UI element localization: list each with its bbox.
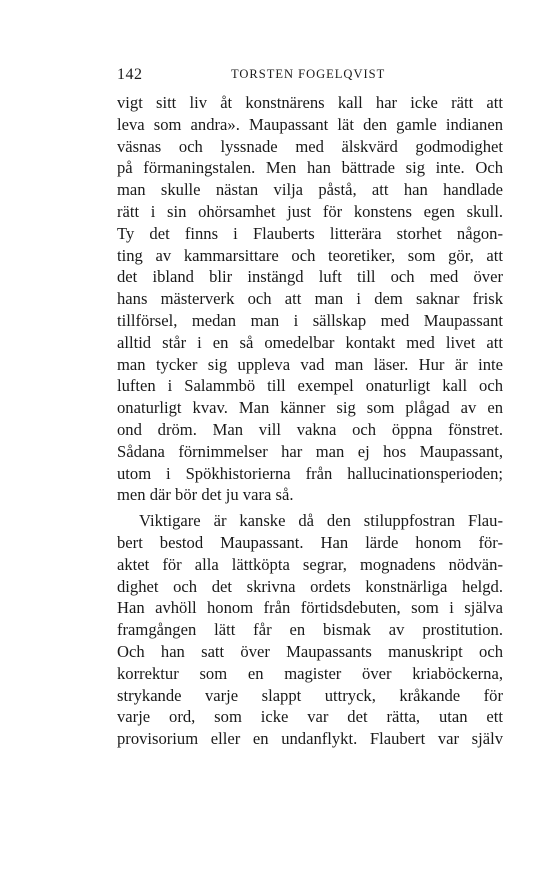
- text-line: alltid står i en så omedelbar kontakt med livet att: [117, 332, 503, 352]
- running-title: TORSTEN FOGELQVIST: [231, 67, 386, 81]
- text-line: rätt i sin ohörsamhet just för konstens egen skull.: [117, 201, 503, 221]
- text-line: det ibland blir instängd luft till och med över: [117, 267, 503, 287]
- text-line: aktet för alla lättköpta segrar, mognadens nödvän-: [117, 554, 503, 574]
- text-line: utom i Spökhistorierna från hallucinationsperioden;: [117, 463, 503, 483]
- paragraph: [117, 510, 503, 750]
- text-line: men där bör det ju vara så.: [117, 485, 294, 505]
- text-line: dighet och det skrivna ordets konstnärliga helgd.: [117, 576, 503, 596]
- text-line: strykande varje slappt uttryck, kråkande för: [117, 685, 503, 705]
- paragraph: [117, 92, 503, 506]
- text-line: vigt sitt liv åt konstnärens kall har icke rätt att: [117, 93, 503, 112]
- text-line: onaturligt kvav. Man känner sig som plågad av en: [117, 398, 503, 418]
- running-head: [117, 66, 503, 86]
- text-line: Han avhöll honom från förtidsdebuten, som i själva: [117, 598, 503, 618]
- text-line: väsnas och lyssnade med älskvärd godmodighet: [117, 136, 503, 156]
- page-number: 142: [117, 66, 143, 83]
- text-line: bert bestod Maupassant. Han lärde honom för-: [117, 532, 503, 552]
- text-line: Ty det finns i Flauberts litterära storhet någon-: [117, 223, 503, 243]
- text-line: framgången lätt får en bismak av prostitution.: [117, 620, 503, 640]
- body-text: [117, 92, 503, 750]
- text-line: korrektur som en magister över kriaböckerna,: [117, 663, 503, 683]
- text-line: hans mästerverk och att man i dem saknar frisk: [117, 289, 503, 309]
- text-line: Sådana förnimmelser har man ej hos Maupassant,: [117, 441, 503, 461]
- text-line: man tycker sig uppleva vad man läser. Hur är inte: [117, 354, 503, 374]
- text-line: Viktigare är kanske då den stiluppfostran Flau-: [139, 511, 503, 531]
- text-line: tillförsel, medan man i sällskap med Maupassant: [117, 310, 503, 330]
- text-line: ond dröm. Man vill vakna och öppna fönstret.: [117, 419, 503, 439]
- text-line: luften i Salammbö till exempel onaturligt kall och: [117, 376, 503, 396]
- text-line: på förmaningstalen. Men han bättrade sig inte. Och: [117, 158, 503, 178]
- text-line: man skulle nästan vilja påstå, att han handlade: [117, 180, 503, 200]
- text-line: Och han satt över Maupassants manuskript och: [117, 641, 503, 661]
- text-line: ting av kammarsittare och teoretiker, som gör, att: [117, 245, 503, 265]
- text-line: provisorium eller en undanflykt. Flaubert var själv: [117, 729, 503, 749]
- text-line: varje ord, som icke var det rätta, utan ett: [117, 707, 503, 727]
- text-line: leva som andra». Maupassant lät den gamle indianen: [117, 114, 503, 134]
